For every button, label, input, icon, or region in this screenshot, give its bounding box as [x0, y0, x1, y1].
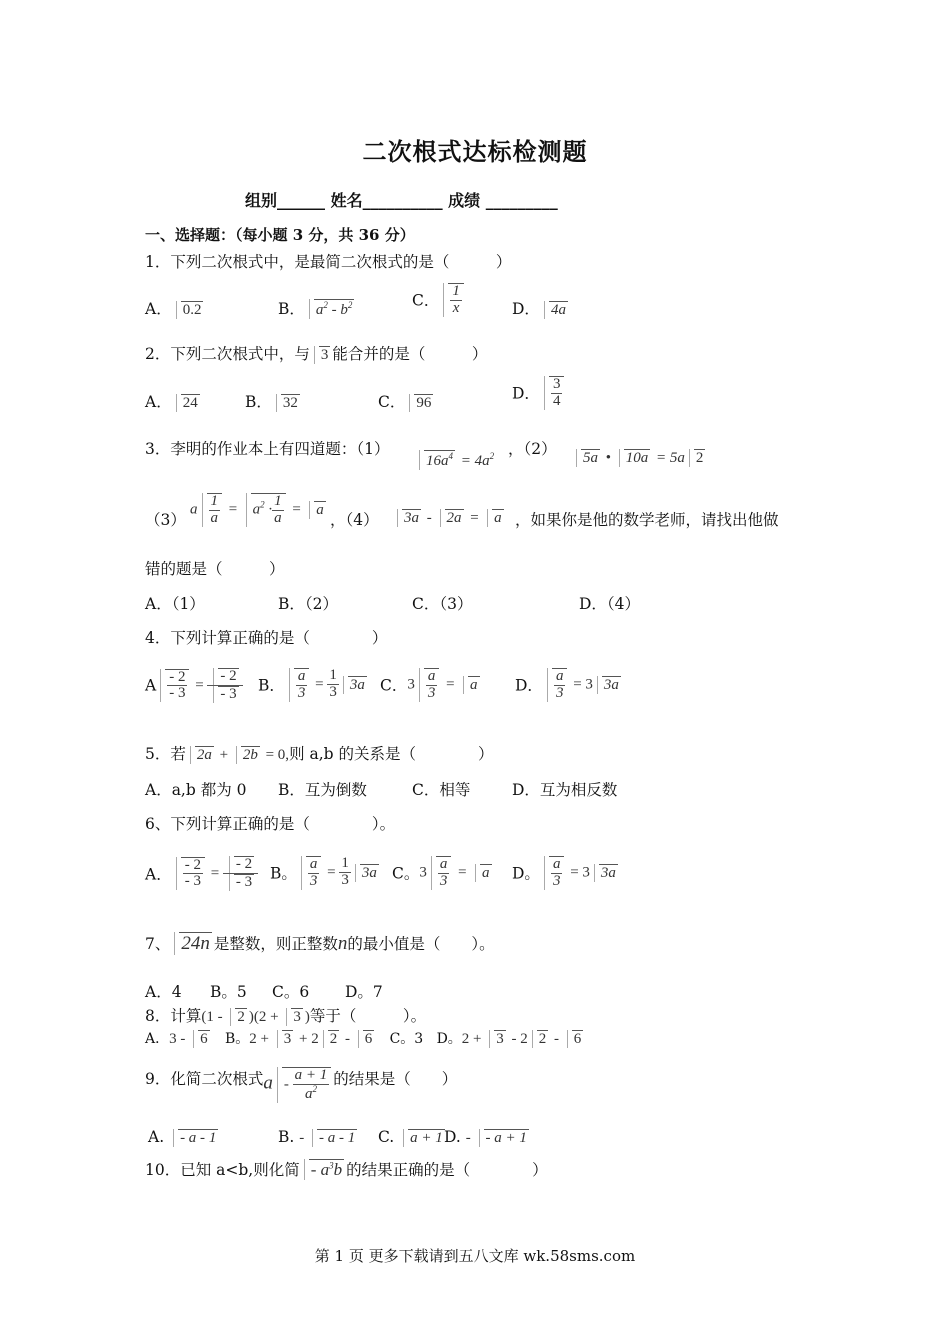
q9-option-a: A. - a - 1: [148, 1128, 217, 1146]
question-2-stem: 2．下列二次根式中，与 3 能合并的是（ ）: [145, 345, 488, 363]
q9-option-c: C. a + 1: [378, 1128, 443, 1146]
q2-option-d: D． $\frac{3}{4}$: [512, 376, 566, 410]
q1-option-a: A． 0.2: [145, 300, 202, 318]
q5-option-d: D．互为相反数: [512, 781, 618, 799]
q9-option-b: B. - - a - 1: [278, 1128, 356, 1146]
q4-option-a: A $\frac{- 2}{- 3}$ = $\frac{- 2}{- 3}$: [145, 668, 243, 703]
q3-option-b: B．（2）: [278, 595, 339, 613]
q6-option-c: C。3 $\frac{a}{3}$ = a: [392, 856, 490, 889]
q5-option-b: B．互为倒数: [278, 781, 367, 799]
q4-option-b: B． $\frac{a}{3}$ = $\frac{1}{3}$ 3a: [258, 667, 365, 701]
question-7-stem: 7、 24n 是整数，则正整数n的最小值是（ ）。: [145, 933, 495, 954]
q3-option-a: A．（1）: [145, 595, 205, 613]
q1-option-d: D． 4a: [512, 300, 566, 318]
q6-option-a: A． $\frac{- 2}{- 3}$ = $\frac{- 2}{- 3}$: [145, 856, 258, 891]
q2-option-b: B． 32: [245, 393, 298, 411]
question-3-stem: 3．李明的作业本上有四道题：（1）: [145, 440, 390, 458]
q2-option-a: A． 24: [145, 393, 198, 411]
q5-option-a: A．a,b 都为 0: [145, 781, 247, 799]
q3-option-d: D．（4）: [579, 595, 641, 613]
q3-expr-4: 3a - 2a = a: [393, 508, 506, 527]
question-6-stem: 6、下列计算正确的是（ ）。: [145, 815, 396, 833]
page-title: 二次根式达标检测题: [362, 137, 588, 166]
question-4-stem: 4．下列计算正确的是（ ）: [145, 629, 388, 647]
student-info-line: 组别______ 姓名__________ 成绩 _________: [245, 191, 558, 210]
q3-tail: ，如果你是他的数学老师，请找出他做: [515, 511, 779, 529]
question-5-stem: 5．若 2a + 2b = 0,则 a,b 的关系是（ ）: [145, 745, 494, 763]
q1-option-b: B． $a^2 - b^2$: [278, 300, 353, 318]
question-1-stem: 1．下列二次根式中，是最简二次根式的是（ ）: [145, 253, 512, 271]
q6-option-b: B。 $\frac{a}{3}$ = $\frac{1}{3}$ 3a: [270, 855, 377, 889]
q3-expr-1: $16a^4 = 4a^2$: [415, 450, 494, 470]
q7-option-a: A．4: [145, 983, 182, 1001]
q8-options: A．3 - 6 B。2 + 3 + 2 2 - 6 C。3 D。2 + 3 - 2 2 - 6: [145, 1031, 582, 1047]
q7-option-d: D。7: [345, 983, 383, 1001]
q4-option-d: D． $\frac{a}{3}$ = 3 3a: [515, 668, 619, 701]
q3-label-3: （3）: [145, 511, 186, 529]
q7-option-c: C。6: [272, 983, 310, 1001]
q2-option-c: C． 96: [378, 393, 432, 411]
page-footer: 第 1 页 更多下载请到五八文库 wk.58sms.com: [314, 1247, 636, 1265]
question-9-stem: 9．化简二次根式a - $\frac{a + 1}{a^2}$ 的结果是（ ）: [145, 1067, 458, 1102]
q6-option-d: D。 $\frac{a}{3}$ = 3 3a: [512, 856, 616, 889]
question-10-stem: 10．已知 a<b,则化简 - $a^3b$ 的结果正确的是（ ）: [145, 1160, 548, 1179]
question-8-stem: 8．计算(1 - 2 )(2 + 3 )等于（ ）。: [145, 1007, 427, 1025]
q3-expr-2: 5a • 10a = 5a 2: [572, 448, 707, 467]
q9-option-d: D. - - a + 1: [444, 1128, 527, 1146]
q3-label-2: ，（2）: [508, 440, 557, 458]
q3-option-c: C．（3）: [412, 595, 473, 613]
q3-line3: 错的题是（ ）: [145, 560, 285, 578]
q1-option-c: C． $\frac{1}{x}$: [412, 283, 466, 317]
q3-expr-3: a $\frac{1}{a}$ = $a^2$ · $\frac{1}{a}$ = a: [190, 493, 324, 526]
q5-option-c: C．相等: [412, 781, 471, 799]
q4-option-c: C．3 $\frac{a}{3}$ = a: [380, 668, 478, 701]
q7-option-b: B。5: [210, 983, 247, 1001]
section-heading: 一、选择题：（每小题 3 分，共 36 分）: [145, 226, 415, 244]
q3-label-4: ，（4）: [330, 511, 379, 529]
